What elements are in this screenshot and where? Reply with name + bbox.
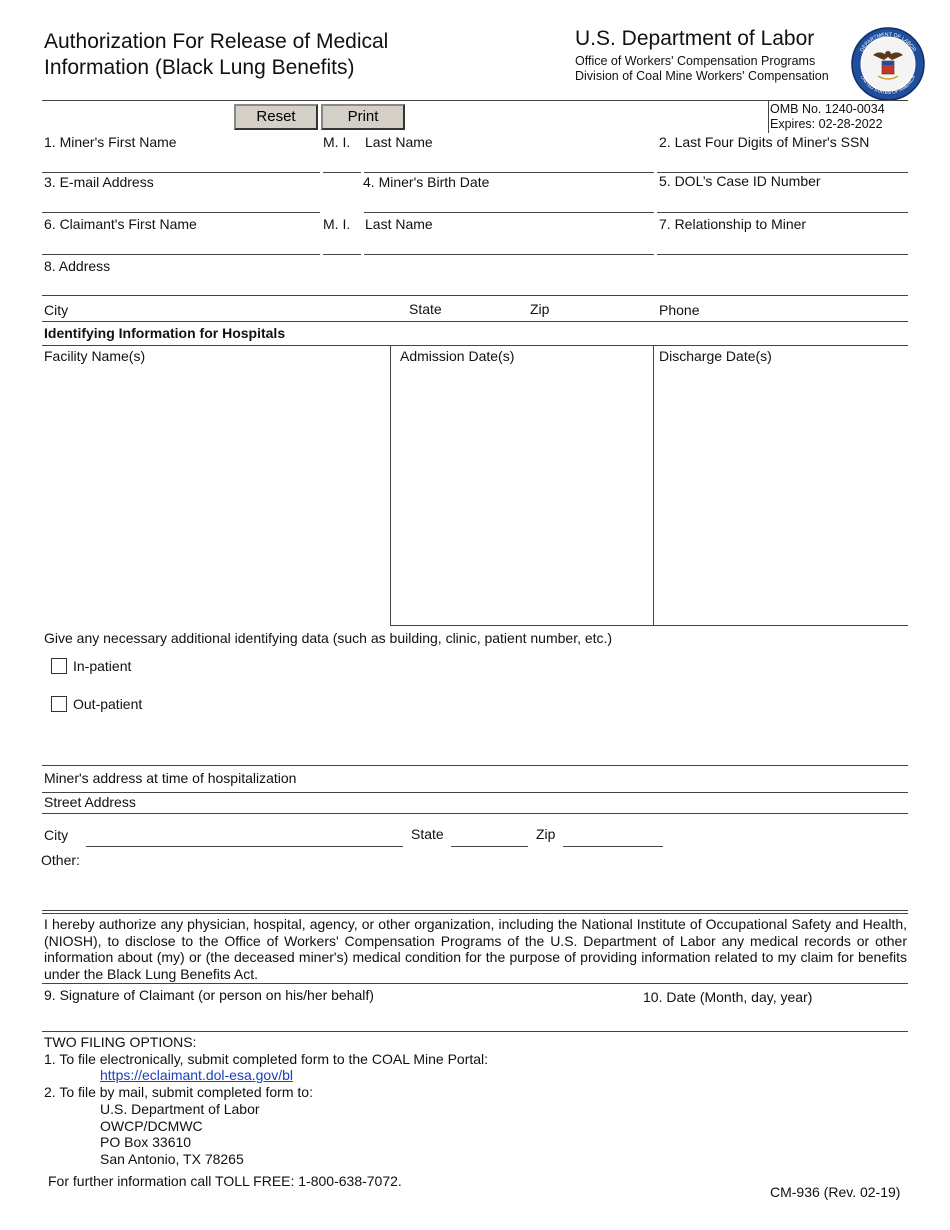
street-address-field[interactable] [42,813,908,814]
state-label: State [409,301,442,317]
filing-heading: TWO FILING OPTIONS: [44,1034,197,1050]
svg-text:UNITED STATES OF AMERICA: UNITED STATES OF AMERICA [858,75,918,97]
outpatient-checkbox[interactable] [51,696,67,712]
hosp-state-label: State [411,826,444,842]
hosp-zip-field[interactable] [563,846,663,847]
claimant-last-name-field[interactable] [364,254,654,255]
birth-date-label: 4. Miner's Birth Date [363,174,490,190]
date-field[interactable] [643,1007,908,1030]
omb-box [770,102,885,132]
phone-label: Phone [659,302,700,318]
claimant-mi-label: M. I. [323,216,351,232]
filing-option-mail: 2. To file by mail, submit completed form to: [44,1084,313,1101]
expiration-date: Expires: 02-28-2022 [770,117,883,131]
filing-options [44,1034,488,1168]
birth-date-field[interactable] [364,212,654,213]
signature-field[interactable] [42,1005,637,1030]
dol-seal-icon [851,27,925,101]
additional-data-label: Give any necessary additional identifying data (such as building, clinic, patient number, etc.) [44,630,613,646]
hospitals-heading: Identifying Information for Hospitals [44,325,286,341]
signature-label: 9. Signature of Claimant (or person on his/her behalf) [44,987,374,1003]
relationship-field[interactable] [657,254,908,255]
filing-option-electronic: 1. To file electronically, submit completed form to the COAL Mine Portal: [44,1050,489,1067]
facility-name-label: Facility Name(s) [44,348,146,364]
portal-link[interactable]: https://eclaimant.dol-esa.gov/bl [100,1067,293,1084]
outpatient-label: Out-patient [73,696,143,712]
hosp-city-field[interactable] [86,846,403,847]
hosp-city-label: City [44,827,69,843]
form-title: Authorization For Release of Medical Information (Black Lung Benefits) [44,30,389,79]
miner-last-name-field[interactable] [364,172,654,173]
other-label: Other: [41,852,80,868]
discharge-date-label: Discharge Date(s) [659,348,772,364]
discharge-date-field[interactable] [390,625,908,626]
relationship-label: 7. Relationship to Miner [659,216,807,232]
miner-mi-label: M. I. [323,134,351,150]
print-button[interactable]: Print [321,104,405,130]
tollfree-info: For further information call TOLL FREE: 1-800-638-7072. [48,1173,402,1189]
city-label: City [44,302,69,318]
inpatient-checkbox[interactable] [51,658,67,674]
ssn-label: 2. Last Four Digits of Miner's SSN [659,134,870,150]
facility-name-field[interactable] [390,345,391,625]
admission-date-field[interactable] [653,345,654,625]
claimant-first-name-label: 6. Claimant's First Name [44,216,197,232]
claimant-last-name-label: Last Name [365,216,433,232]
claimant-mi-field[interactable] [323,254,361,255]
miner-mi-field[interactable] [323,172,361,173]
hosp-zip-label: Zip [536,826,556,842]
agency-division: Division of Coal Mine Workers' Compensation [575,69,829,83]
case-id-field[interactable] [657,212,908,213]
email-field[interactable] [42,212,320,213]
email-label: 3. E-mail Address [44,174,154,190]
agency-office: Office of Workers' Compensation Programs [575,54,816,68]
other-field[interactable] [86,852,908,907]
agency-name: U.S. Department of Labor [575,27,815,50]
miner-first-name-field[interactable] [42,172,320,173]
claimant-first-name-field[interactable] [42,254,320,255]
address-field[interactable] [42,295,908,296]
hosp-state-field[interactable] [451,846,528,847]
miner-first-name-label: 1. Miner's First Name [44,134,177,150]
authorization-text: I hereby authorize any physician, hospital, agency, or other organization, including the National Institute of Occupational Safety and Health, (NIOSH), to disclose to the Office of Workers' Compensation Programs of the U.S. Department of Labor any medical records or other information about (my) or (the deceased miner's) medical condition for the purpose of providing information related to my claim for benefits under the Black Lung Benefits Act. [44,916,907,982]
street-address-label: Street Address [44,794,136,810]
omb-number: OMB No. 1240-0034 [770,102,885,116]
mailing-address: U.S. Department of Labor OWCP/DCMWC PO Box 33610 San Antonio, TX 78265 [100,1100,260,1167]
reset-button[interactable]: Reset [234,104,318,130]
inpatient-label: In-patient [73,658,132,674]
zip-label: Zip [530,301,550,317]
form-id: CM-936 (Rev. 02-19) [770,1184,901,1200]
admission-date-label: Admission Date(s) [400,348,515,364]
address-label: 8. Address [44,258,111,274]
date-label: 10. Date (Month, day, year) [643,989,813,1005]
miner-address-heading: Miner's address at time of hospitalization [44,770,297,786]
svg-text:DEPARTMENT OF LABOR: DEPARTMENT OF LABOR [859,31,917,53]
miner-last-name-label: Last Name [365,134,433,150]
case-id-label: 5. DOL’s Case ID Number [659,173,821,189]
